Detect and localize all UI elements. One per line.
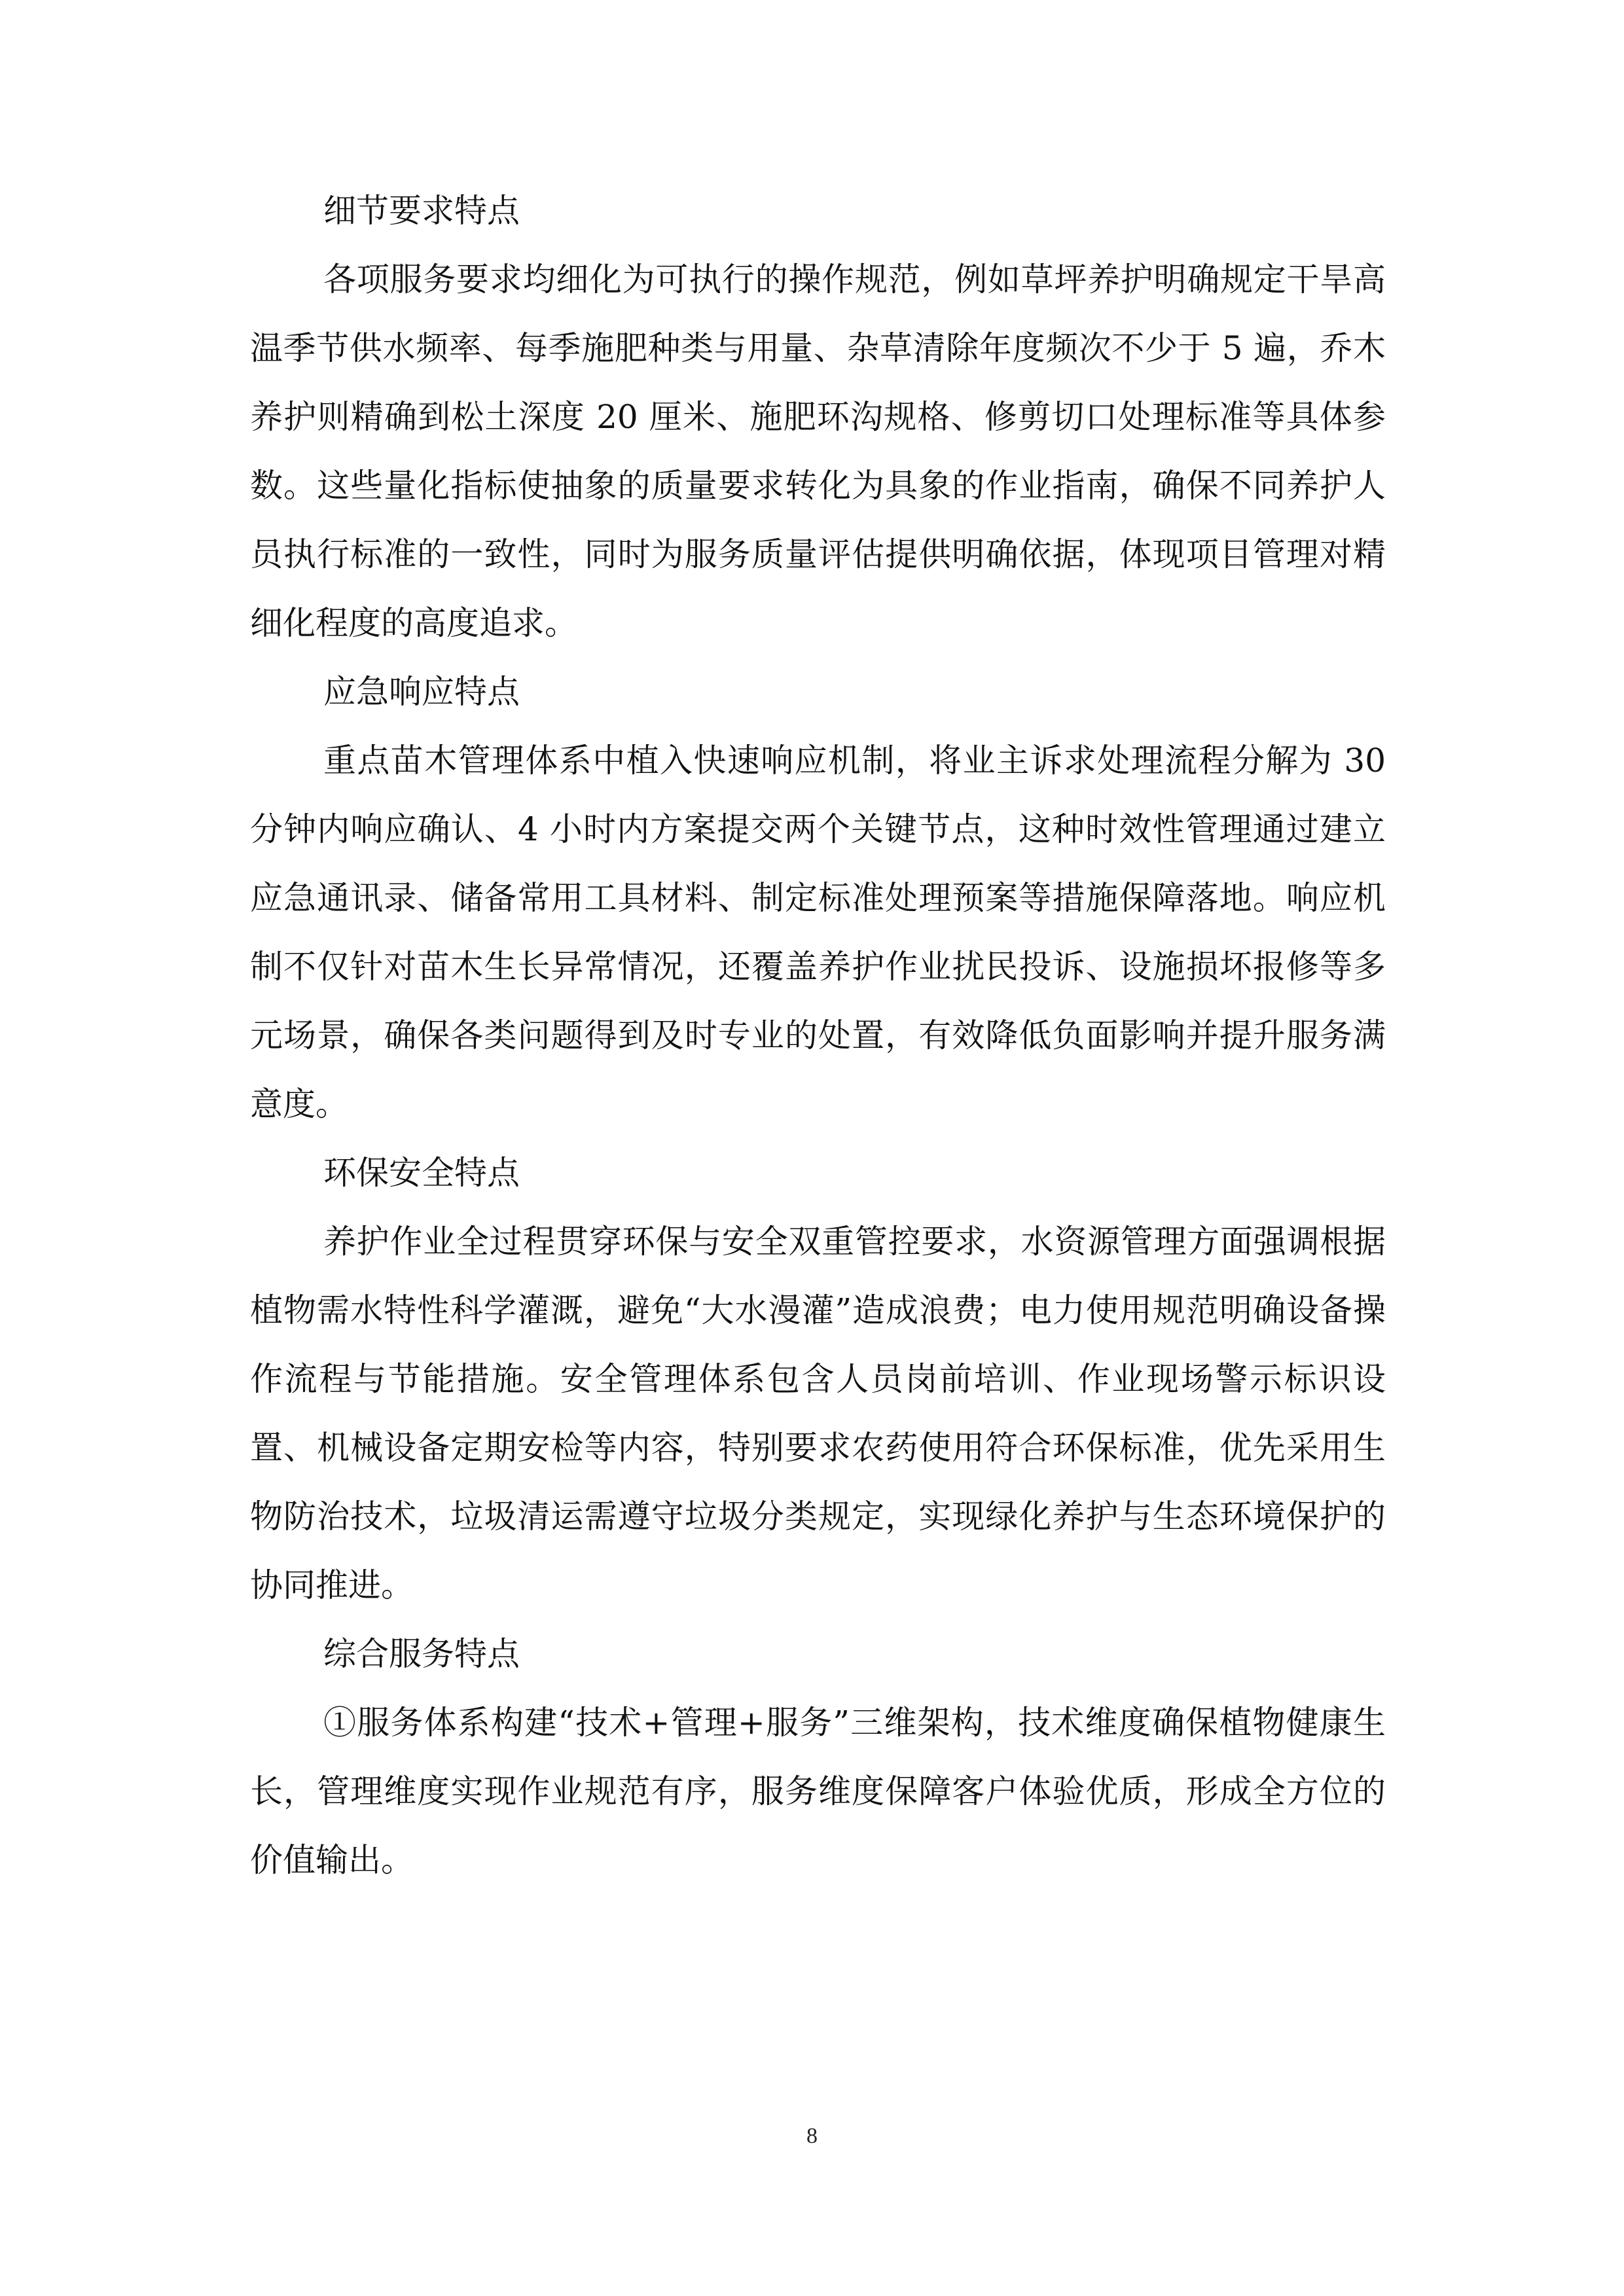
section-paragraph-detail-requirements: 各项服务要求均细化为可执行的操作规范，例如草坪养护明确规定干旱高温季节供水频率、每季施肥种类与用量、杂草清除年度频次不少于 5 遍，乔木养护则精确到松土深度 20 厘米、施肥环沟规格、修剪切口处理标准等具体参数。这些量化指标使抽象的质量要求转化为具象的作业指南，确保不同养护人员执行标准的一致性，同时为服务质量评估提供明确依据，体现项目管理对精细化程度的高度追求。 [250,260,1386,642]
section-paragraph-emergency-response: 重点苗木管理体系中植入快速响应机制，将业主诉求处理流程分解为 30 分钟内响应确认、4 小时内方案提交两个关键节点，这种时效性管理通过建立应急通讯录、储备常用工具材料、制定标准处理预案等措施保障落地。响应机制不仅针对苗木生长异常情况，还覆盖养护作业扰民投诉、设施损坏报修等多元场景，确保各类问题得到及时专业的处置，有效降低负面影响并提升服务满意度。 [250,742,1386,1123]
page-body [250,177,1386,1895]
section-paragraph-comprehensive-service: ①服务体系构建“技术+管理+服务”三维架构，技术维度确保植物健康生长，管理维度实现作业规范有序，服务维度保障客户体验优质，形成全方位的价值输出。 [250,1704,1386,1879]
section-heading-comprehensive-service: 综合服务特点 [323,1635,520,1673]
page-number: 8 [806,2124,818,2148]
section-heading-environment-safety: 环保安全特点 [323,1154,520,1192]
section-heading-emergency-response: 应急响应特点 [323,673,520,711]
section-heading-detail-requirements: 细节要求特点 [323,192,520,230]
section-paragraph-environment-safety: 养护作业全过程贯穿环保与安全双重管控要求，水资源管理方面强调根据植物需水特性科学灌溉，避免“大水漫灌”造成浪费；电力使用规范明确设备操作流程与节能措施。安全管理体系包含人员岗前培训、作业现场警示标识设置、机械设备定期安检等内容，特别要求农药使用符合环保标准，优先采用生物防治技术，垃圾清运需遵守垃圾分类规定，实现绿化养护与生态环境保护的协同推进。 [250,1223,1386,1604]
